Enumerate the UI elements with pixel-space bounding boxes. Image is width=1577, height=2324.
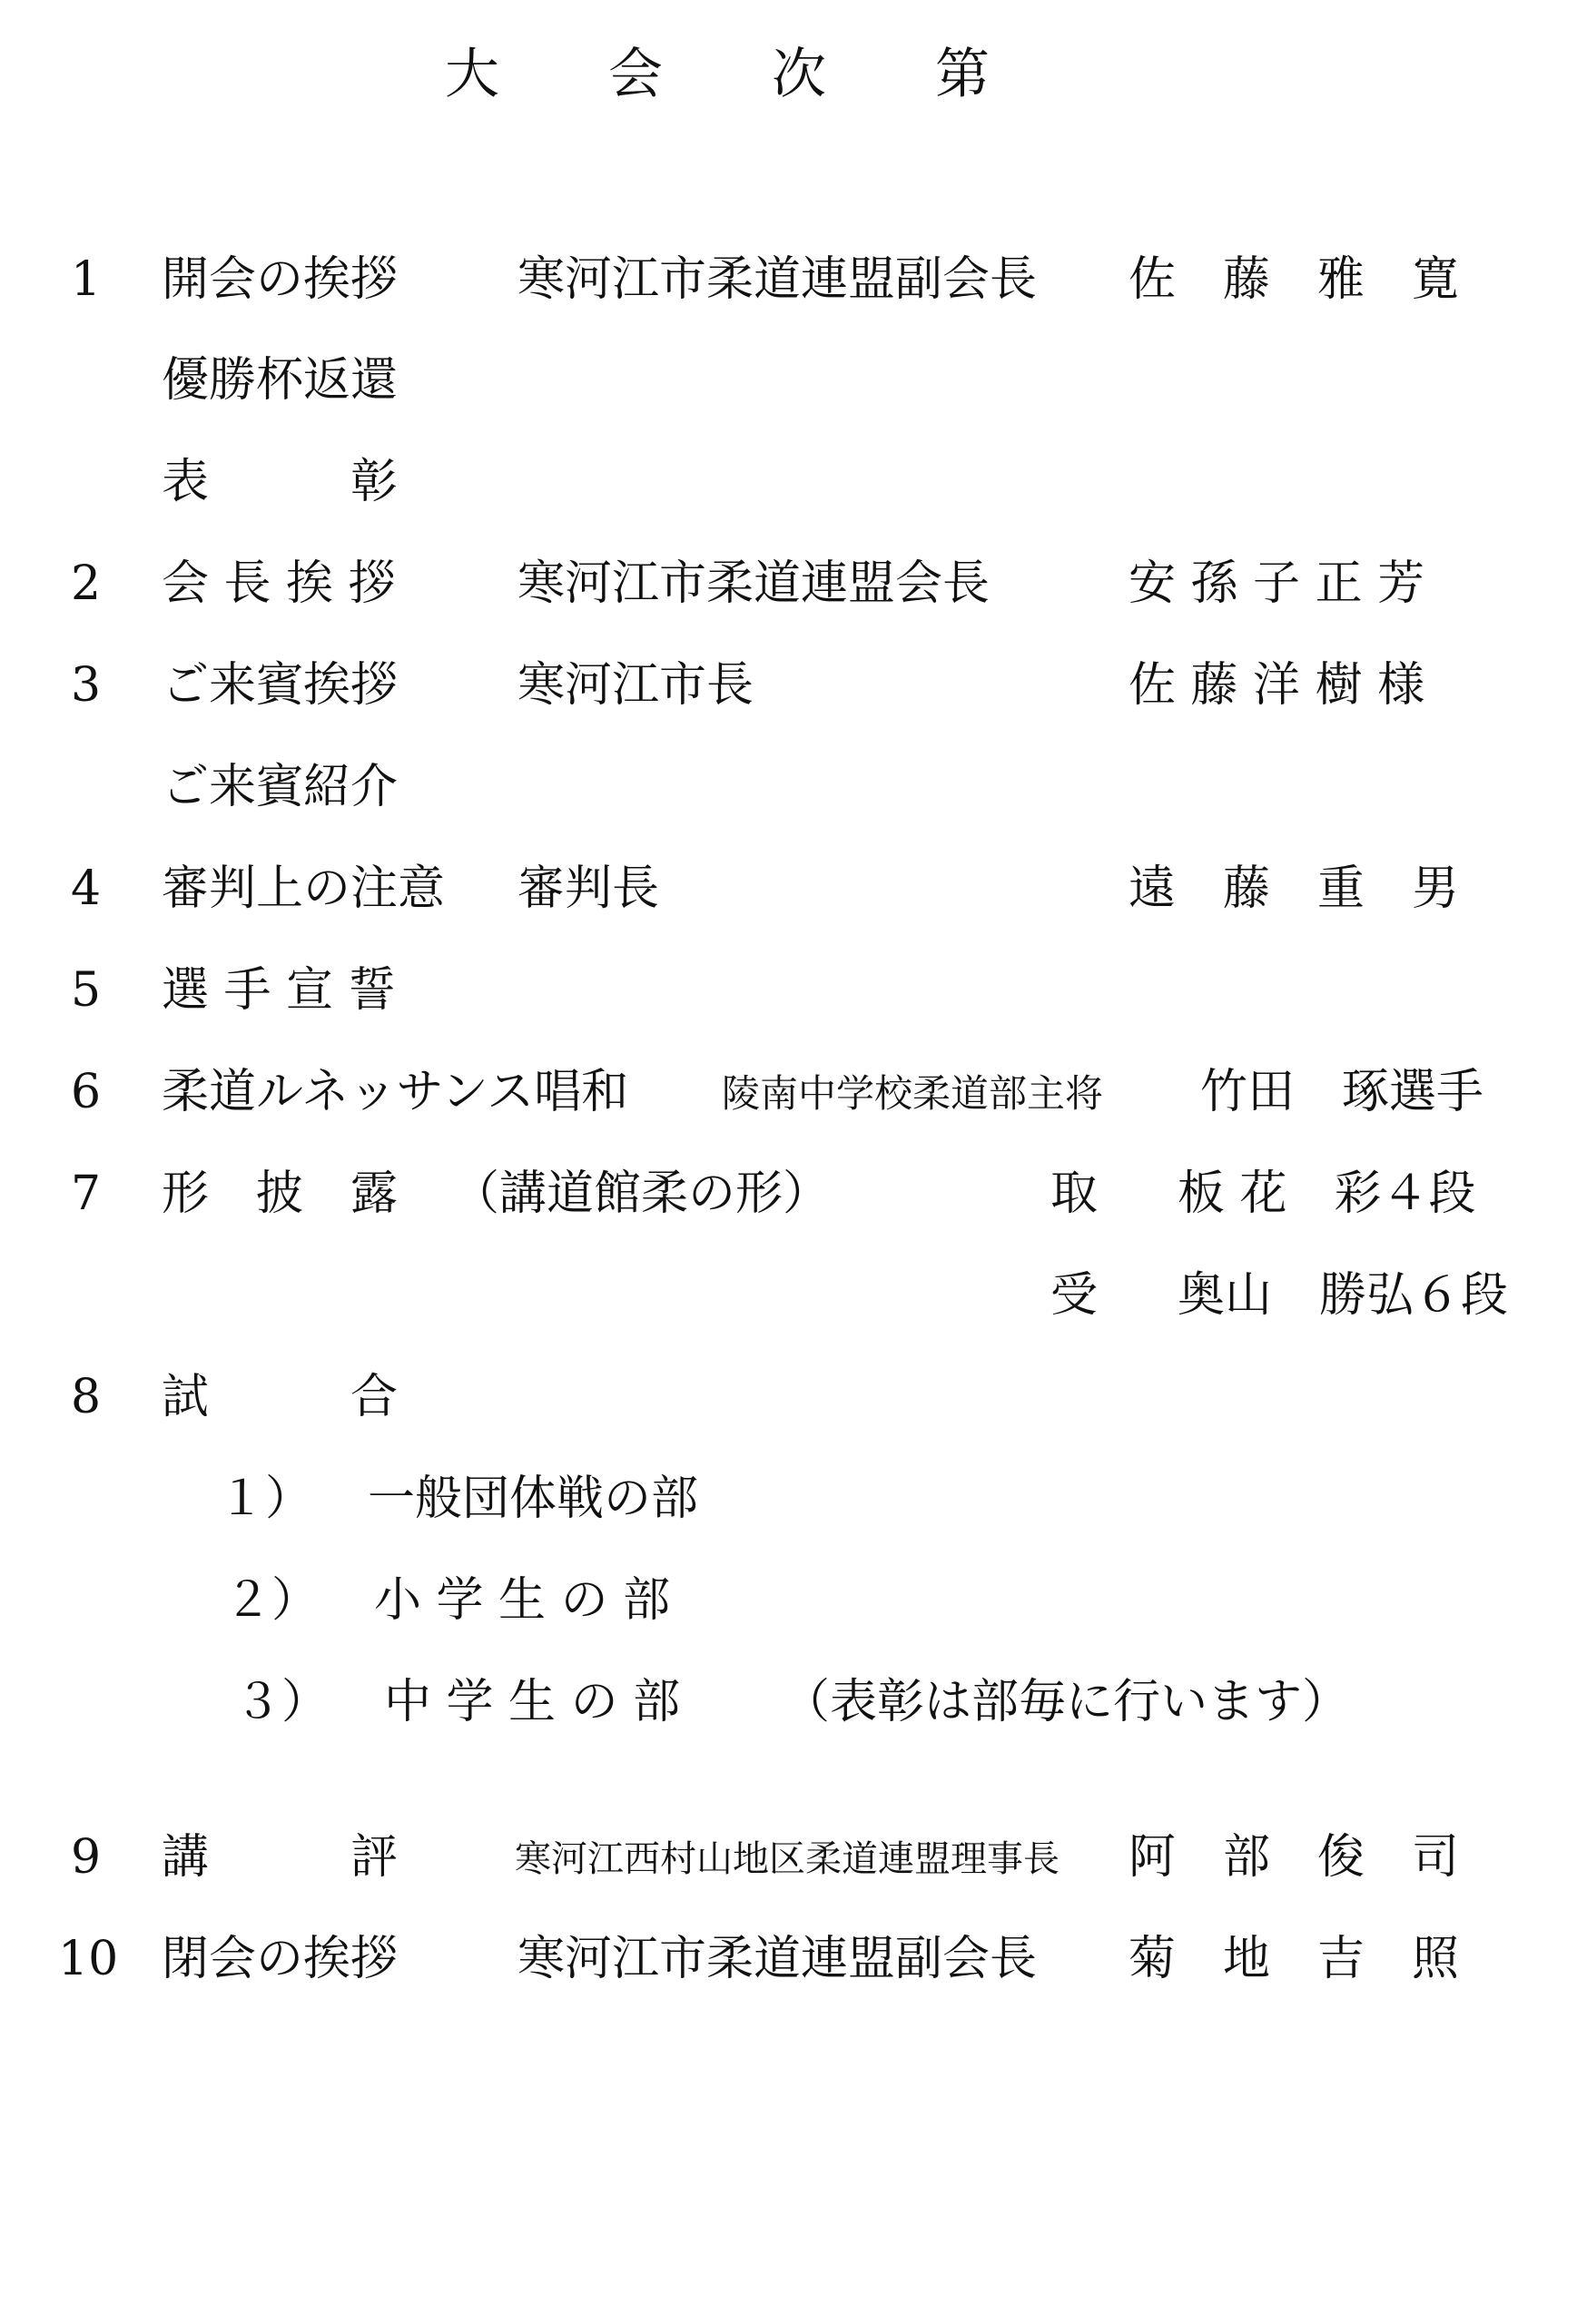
item-label: 選 手 宣 誓	[162, 963, 396, 1018]
division-name: 小 学 生 の 部	[374, 1573, 671, 1628]
item-person: 安 孫 子 正 芳	[1129, 556, 1425, 611]
item-label: 会 長 挨 拶	[162, 556, 396, 611]
item-label: 形 披 露	[162, 1167, 399, 1221]
division-note: （表彰は部毎に行います）	[783, 1675, 1350, 1729]
item-sub-line: ご来賓紹介	[162, 760, 399, 814]
division-number: ３）	[234, 1675, 330, 1729]
item-label: ご来賓挨拶	[162, 658, 399, 713]
item-number: 9	[71, 1830, 102, 1885]
page-title: 大 会 次 第	[445, 43, 990, 106]
division-name: 中 学 生 の 部	[384, 1675, 681, 1729]
item-label: 試 合	[162, 1370, 399, 1424]
item-number: 7	[71, 1167, 102, 1221]
performer-name: 板 花 彩４段	[1178, 1167, 1476, 1221]
item-number: 8	[71, 1370, 102, 1424]
item-number: 2	[71, 556, 102, 611]
item-sub-line: 表 彰	[162, 455, 399, 509]
item-sub-line: 優勝杯返還	[162, 353, 399, 408]
item-number: 3	[71, 658, 102, 713]
performer-role: 受	[1050, 1268, 1099, 1323]
item-number: 6	[71, 1065, 102, 1119]
performer-role: 取	[1050, 1167, 1099, 1221]
item-person: 竹田 琢選手	[1200, 1065, 1484, 1119]
item-person: 佐 藤 雅 寛	[1129, 252, 1460, 307]
performer-name: 奥山 勝弘６段	[1178, 1268, 1509, 1323]
item-number: 5	[71, 963, 102, 1018]
division-number: ２）	[224, 1573, 320, 1628]
division-name: 一般団体戦の部	[368, 1472, 699, 1526]
item-number: 4	[71, 862, 102, 916]
item-note: （講道館柔の形）	[452, 1167, 831, 1221]
item-label: 柔道ルネッサンス唱和	[162, 1065, 629, 1119]
item-label: 閉会の挨拶	[162, 1932, 399, 1986]
item-role: 寒河江市柔道連盟副会長	[517, 1932, 1038, 1986]
item-role: 寒河江市柔道連盟会長	[517, 556, 991, 611]
item-role: 寒河江市柔道連盟副会長	[517, 252, 1038, 307]
item-person: 菊 地 吉 照	[1129, 1932, 1460, 1986]
item-person: 阿 部 俊 司	[1129, 1830, 1460, 1885]
item-label: 開会の挨拶	[162, 252, 399, 307]
item-role: 陵南中学校柔道部主将	[722, 1071, 1104, 1116]
item-label: 講 評	[162, 1830, 399, 1885]
item-number: 1	[71, 252, 102, 307]
item-role: 審判長	[517, 862, 660, 916]
item-role: 寒河江市長	[517, 658, 754, 713]
item-role: 寒河江西村山地区柔道連盟理事長	[515, 1838, 1060, 1880]
item-person: 遠 藤 重 男	[1129, 862, 1460, 916]
item-label: 審判上の注意	[162, 862, 446, 916]
item-number: 10	[58, 1932, 119, 1986]
item-person: 佐 藤 洋 樹 様	[1129, 658, 1425, 713]
division-number: １）	[218, 1472, 313, 1526]
